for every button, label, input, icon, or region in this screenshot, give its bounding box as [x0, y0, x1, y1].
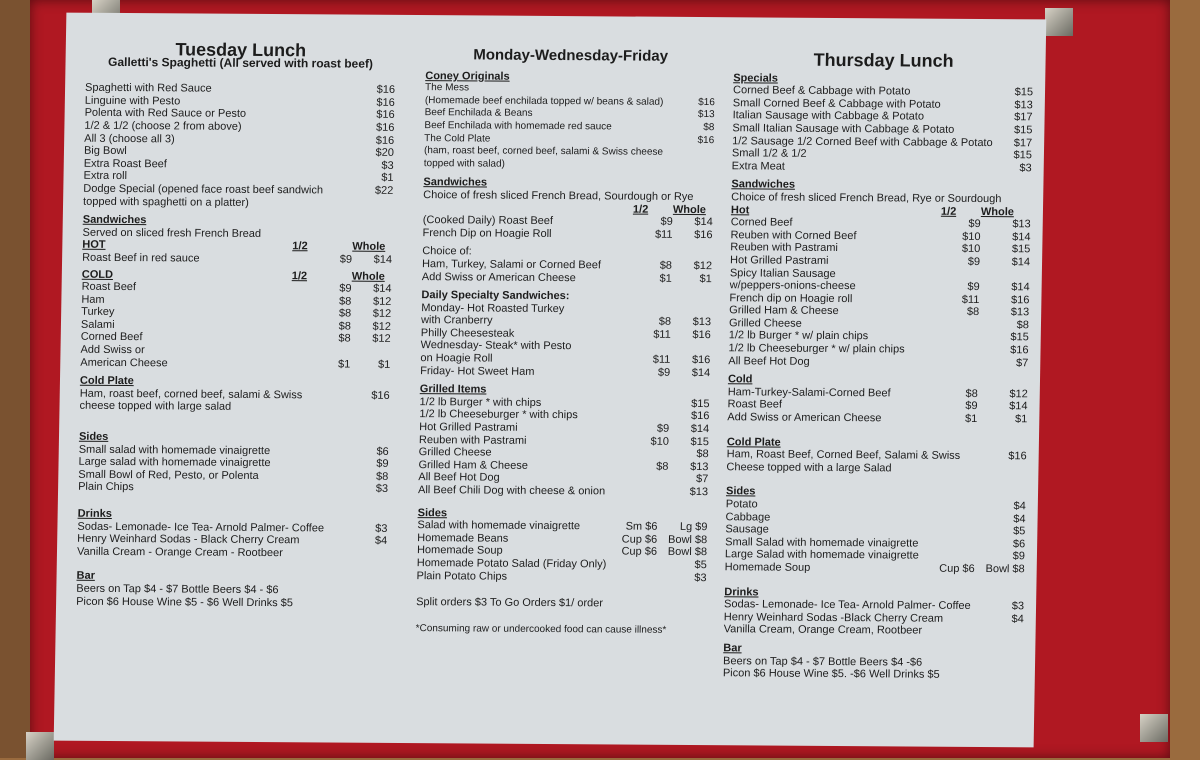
item-name: All Beef Chili Dog with cheese & onion [417, 484, 606, 498]
half-price: $11 [961, 293, 980, 306]
whole-price: $16 [1010, 293, 1030, 307]
item-price: $17 [1013, 136, 1033, 149]
item-name: Grilled Ham & Cheese [418, 458, 529, 472]
section-title: Daily Specialty Sandwiches: [421, 289, 570, 303]
menu-item [732, 160, 1032, 175]
item-name: Reuben with Pastrami [418, 433, 527, 447]
item-name: The Cold Plate [424, 132, 491, 145]
menu-paper [54, 13, 1047, 748]
menu-item [424, 145, 714, 172]
tuesday-subtitle: Galletti's Spaghetti (All served with roast beef) [107, 54, 374, 71]
item-name: Big Bowl [83, 144, 127, 158]
bar-line: Picon $6 House Wine $5. -$6 Well Drinks $5 [722, 667, 940, 681]
whole-price: $15 [1010, 331, 1029, 344]
whole-price: $12 [693, 259, 713, 273]
item-price: $15 [1014, 86, 1034, 99]
whole-price: $12 [372, 295, 392, 308]
item-name: 1/2 lb Burger * w/ plain chips [728, 329, 869, 343]
menu-item: Ham, roast beef, corned beef, salami & Swiss cheese topped with large salad $16 [79, 387, 390, 414]
item-name: Hot Grilled Pastrami [419, 421, 518, 434]
item-price [994, 625, 1024, 638]
whole-price: $16 [1010, 344, 1029, 357]
section-title: Sandwiches [423, 176, 488, 189]
section-title: Bar [723, 642, 742, 655]
menu-item [422, 227, 712, 242]
half-price: $8 [339, 295, 352, 308]
section-title: Drinks [724, 585, 759, 599]
item-name: Roast Beef [81, 280, 137, 294]
section-title: Specials [733, 71, 779, 85]
whole-price [671, 304, 711, 317]
item-price: $16 [376, 96, 395, 109]
half-price [623, 486, 668, 499]
item-name: Monday- Hot Roasted Turkey [421, 301, 565, 315]
item-name: Grilled Cheese [418, 446, 492, 459]
whole-price: $14 [1009, 400, 1028, 413]
item-name: All Beef Hot Dog [728, 354, 810, 368]
daily-list [420, 302, 711, 380]
section-note: Choice of fresh sliced French Bread, Rye or Sourdough [731, 191, 1002, 206]
item-name: Potato [725, 498, 758, 511]
item-name: Grilled Ham & Cheese [729, 304, 839, 318]
half-price [926, 500, 976, 513]
section-title: Sides [78, 430, 109, 443]
half-price [624, 448, 669, 461]
half-price: $8 [338, 320, 352, 333]
item-name: Small salad with homemade vinaigrette [78, 443, 271, 457]
item-name: w/peppers-onions-cheese [729, 279, 856, 293]
item-price: $16 [698, 96, 715, 108]
section-title: Cold [727, 373, 753, 386]
split-note: Split orders $3 To Go Orders $1/ order [416, 596, 604, 610]
item-price: $16 [375, 121, 395, 134]
item-price: $3 [1011, 600, 1025, 613]
half-price: $8 [659, 259, 673, 272]
section-title: Coney Originals [425, 69, 510, 83]
thursday-column [722, 49, 1034, 682]
item-name: Vanilla Cream - Orange Cream - Rootbeer [76, 545, 283, 559]
whole-price: $5 [694, 558, 707, 572]
half-price: Cup $6 [939, 562, 975, 575]
thursday-title: Thursday Lunch [813, 49, 954, 71]
menu-item [78, 481, 388, 496]
item-name: Spicy Italian Sausage [729, 266, 836, 280]
half-price: $1 [337, 358, 351, 371]
bar-list [723, 655, 1023, 682]
item-price: $22 [374, 184, 394, 197]
whole-price: $13 [689, 485, 709, 499]
whole-price: $1 [1014, 413, 1028, 426]
whole-price: $12 [372, 333, 391, 346]
hot-list [728, 216, 1031, 369]
cold-list [80, 281, 392, 371]
half-price: Cup $6 [621, 545, 658, 559]
item-name: Add Swiss or [80, 343, 145, 357]
whole-price: $14 [373, 253, 393, 266]
item-name: Corned Beef & Cabbage with Potato [732, 84, 911, 98]
half-price [940, 268, 980, 281]
item-name: Polenta with Red Sauce or Pesto [84, 107, 247, 121]
section-title: Cold Plate [726, 435, 781, 449]
item-name: Sodas- Lemonade- Ice Tea- Arnold Palmer- Coffee [77, 520, 325, 535]
item-name: Friday- Hot Sweet Ham [420, 364, 535, 378]
item-name: Salad with homemade vinaigrette [417, 519, 581, 533]
mwf-title: Monday-Wednesday-Friday [473, 46, 669, 65]
choice-list [422, 258, 712, 285]
illness-warning: *Consuming raw or undercooked food can cause illness* [415, 622, 667, 636]
half-price: $10 [650, 435, 670, 448]
item-name: (Homemade beef enchilada topped w/ beans & salad) [424, 94, 664, 108]
menu-item [77, 545, 387, 560]
item-name: Sausage [725, 523, 769, 536]
item-name: Spaghetti with Red Sauce [84, 81, 212, 95]
section-title: Cold Plate [79, 374, 134, 388]
item-price: $13 [697, 109, 715, 121]
whole-price: $14 [373, 282, 392, 295]
half-price: $9 [965, 400, 978, 413]
item-name: (ham, roast beef, corned beef, salami & Swiss cheese topped with salad) [423, 145, 664, 170]
item-price: $4 [1011, 612, 1024, 626]
whole-price: $5 [1013, 525, 1026, 538]
menu-item [416, 570, 706, 585]
item-name: Homemade Potato Salad (Friday Only) [416, 557, 607, 571]
item-name: Ham-Turkey-Salami-Corned Beef [727, 386, 891, 400]
item-name: All 3 (choose all 3) [84, 132, 175, 145]
item-price: $16 [375, 134, 395, 147]
whole-price: $1 [699, 272, 712, 285]
sides-list [78, 443, 389, 496]
item-price [684, 147, 714, 172]
sides-list [725, 498, 1026, 576]
whole-price: $14 [1012, 230, 1031, 244]
half-price [625, 341, 670, 354]
half-price: $8 [656, 460, 669, 473]
half-price: $9 [339, 253, 353, 266]
item-name: Corned Beef [80, 331, 143, 344]
whole-price: $16 [691, 354, 711, 367]
half-price [611, 571, 656, 584]
menu-item: Ham, Roast Beef, Corned Beef, Salami & Swiss Cheese topped with a large Salad $16 [726, 448, 1027, 475]
item-price: $9 [376, 458, 389, 471]
item-name: Philly Cheesesteak [420, 326, 515, 340]
whole-price: $8 [696, 448, 709, 461]
item-name: Henry Weinhard Sodas -Black Cherry Cream [723, 610, 944, 625]
half-price [925, 537, 975, 550]
item-name: Large salad with homemade vinaigrette [78, 455, 271, 470]
half-price: $9 [339, 282, 352, 295]
item-name: Hot Grilled Pastrami [729, 254, 829, 267]
bar-line: Beers on Tap $4 - $7 Bottle Beers $4 -$6 [722, 654, 923, 669]
half-price: $9 [657, 366, 671, 379]
menu-item [82, 252, 392, 267]
whole-price: $8 [1016, 319, 1030, 332]
menu-item [422, 271, 712, 286]
item-name: American Cheese [80, 356, 168, 369]
whole-price: $6 [1012, 538, 1026, 551]
sandwich-list [422, 214, 712, 241]
menu-item [80, 356, 390, 371]
half-price: $8 [338, 332, 351, 346]
whole-price: $16 [690, 410, 710, 423]
half-price [626, 303, 671, 316]
whole-price: $12 [372, 308, 392, 321]
item-name: Small 1/2 & 1/2 [731, 147, 807, 160]
half-price: $11 [653, 328, 671, 341]
whole-price: Bowl $8 [667, 533, 708, 546]
item-name: Homemade Beans [417, 531, 509, 545]
half-price: $9 [968, 218, 981, 231]
menu-item [418, 484, 708, 499]
item-price [347, 547, 387, 560]
item-name: Large Salad with homemade vinaigrette [724, 548, 919, 562]
half-price [623, 473, 668, 486]
whole-price: $12 [1009, 388, 1028, 401]
item-name: Small Corned Beef & Cabbage with Potato [732, 97, 941, 111]
item-price: $8 [703, 122, 715, 134]
item-name: The Mess [425, 82, 470, 94]
half-price [290, 345, 350, 358]
item-price: $6 [376, 445, 389, 458]
tuesday-title: Tuesday Lunch [175, 39, 307, 61]
whole-price: $12 [372, 320, 392, 333]
half-price [939, 319, 979, 332]
item-name: Homemade Soup [416, 544, 503, 558]
item-name: 1/2 lb Cheeseburger * with chips [419, 408, 578, 422]
column-header: Hot 1/2 Whole [730, 203, 1015, 218]
hot-list [82, 252, 392, 267]
whole-price: $15 [690, 435, 710, 448]
half-price [925, 525, 975, 538]
item-name: All Beef Hot Dog [418, 471, 500, 485]
item-name: Wednesday- Steak* with Pesto [420, 339, 572, 353]
whole-price: $14 [1011, 281, 1030, 294]
item-price: $3 [375, 483, 389, 496]
half-price: Sm $6 [625, 520, 658, 533]
item-name: Reuben with Corned Beef [730, 228, 857, 242]
half-price: $9 [656, 422, 670, 435]
whole-price: $16 [694, 228, 713, 241]
item-name: Beef Enchilada with homemade red sauce [424, 120, 612, 133]
bar-line: Beers on Tap $4 - $7 Bottle Beers $4 - $6 [76, 582, 279, 597]
whole-price: $4 [1013, 500, 1026, 513]
half-price: $8 [966, 306, 980, 319]
menu-item [420, 365, 710, 380]
item-price: $3 [1019, 162, 1032, 175]
menu-item [728, 355, 1028, 370]
item-name: Roast Beef [727, 398, 783, 412]
item-name: Henry Weinhard Sodas - Black Cherry Cream [77, 532, 300, 547]
cold-list [727, 386, 1028, 426]
column-header: HOT 1/2 Whole [82, 239, 386, 254]
whole-price: $14 [1011, 256, 1031, 269]
menu-item [725, 561, 1025, 576]
half-price: $9 [967, 280, 980, 294]
whole-price: $4 [1013, 512, 1026, 525]
item-name: 1/2 lb Cheeseburger * w/ plain chips [728, 342, 905, 356]
half-price [938, 344, 978, 357]
section-title: Sandwiches [82, 213, 147, 227]
item-price: $8 [375, 470, 389, 483]
item-name: Vanilla Cream, Orange Cream, Rootbeer [723, 623, 923, 637]
item-name: Italian Sausage with Cabbage & Potato [732, 109, 925, 123]
half-price: $1 [659, 272, 672, 285]
whole-price: $15 [691, 397, 710, 410]
section-title: Drinks [77, 507, 113, 520]
item-price: $3 [381, 159, 394, 172]
item-name: 1/2 Sausage 1/2 Corned Beef with Cabbage & Potato [732, 134, 993, 149]
whole-price [980, 268, 1030, 281]
section-note: Served on sliced fresh French Bread [82, 226, 262, 240]
item-name: Add Swiss or American Cheese [421, 270, 576, 284]
half-price [624, 410, 669, 423]
item-name: Salami [80, 318, 115, 331]
frame-corner [1140, 714, 1168, 742]
tuesday-column [76, 39, 396, 610]
whole-price: Bowl $8 [667, 546, 708, 559]
half-price: $8 [658, 316, 672, 329]
whole-price: Lg $9 [679, 521, 708, 534]
item-name: 1/2 & 1/2 (choose 2 from above) [84, 119, 242, 133]
item-name: Sodas- Lemonade- Ice Tea- Arnold Palmer- Coffee [723, 598, 971, 613]
item-name: Beef Enchilada & Beans [424, 107, 533, 120]
item-name: 1/2 lb Burger * with chips [419, 395, 542, 409]
section-title: Grilled Items [419, 383, 487, 396]
sides-list [416, 519, 707, 584]
item-name: Extra roll [83, 170, 128, 183]
half-price [624, 397, 669, 410]
drinks-list [724, 598, 1025, 638]
half-price: $1 [964, 412, 978, 426]
item-name: Ham, Turkey, Salami or Corned Beef [421, 258, 602, 272]
half-price [938, 356, 978, 369]
column-header: COLD 1/2 Whole [81, 268, 385, 283]
half-price [939, 331, 979, 344]
whole-price: $3 [694, 571, 707, 584]
item-name: Turkey [81, 306, 115, 319]
item-price: $16 [376, 83, 396, 97]
whole-price: $7 [1015, 356, 1029, 369]
whole-price: $13 [1012, 218, 1031, 231]
half-price: $11 [652, 353, 671, 366]
item-name: Linguine with Pesto [84, 94, 181, 108]
item-name: Add Swiss or American Cheese [727, 411, 882, 425]
whole-price [670, 341, 710, 354]
item-name: with Cranberry [420, 314, 493, 327]
whole-price: $13 [692, 316, 712, 329]
whole-price: $14 [690, 423, 710, 436]
section-title: Sandwiches [731, 178, 796, 192]
section-note: Choice of: [422, 245, 472, 258]
whole-price: $13 [1010, 306, 1030, 319]
item-price: $16 [376, 109, 395, 122]
item-price: $15 [1013, 149, 1033, 162]
item-name: Homemade Soup [724, 561, 811, 574]
item-name: Dodge Special (opened face roast beef sandwich topped with spaghetti on a platter) [83, 182, 324, 209]
frame-corner [1045, 8, 1073, 36]
whole-price: $9 [1012, 550, 1026, 563]
item-name: Small Italian Sausage with Cabbage & Potato [732, 122, 955, 136]
half-price: Cup $6 [621, 533, 658, 546]
menu-item [83, 183, 393, 210]
section-title: Bar [76, 570, 96, 583]
item-name: Roast Beef in red sauce [82, 251, 200, 265]
half-price: $8 [965, 387, 978, 400]
half-price: $9 [967, 255, 981, 268]
half-price: $9 [660, 215, 673, 228]
item-price: $4 [374, 534, 388, 548]
section-title: Sides [417, 506, 448, 519]
section-title: Sides [725, 485, 756, 498]
item-name: Small Bowl of Red, Pesto, or Polenta [78, 468, 259, 482]
item-name: Corned Beef [730, 216, 793, 229]
drinks-list [77, 520, 388, 560]
mwf-column [415, 46, 716, 637]
item-name: Plain Chips [78, 481, 134, 494]
item-name: Ham [81, 293, 105, 306]
grilled-list [418, 396, 710, 499]
item-price: $15 [1013, 124, 1033, 137]
bar-list [76, 583, 386, 610]
coney-list [424, 82, 716, 172]
item-price: $16 [697, 134, 715, 146]
column-header: 1/2 Whole [632, 203, 707, 216]
whole-price: $7 [695, 473, 709, 486]
half-price [925, 550, 975, 563]
whole-price: $14 [691, 366, 711, 379]
item-name: Small Salad with homemade vinaigrette [725, 536, 919, 550]
whole-price: Bowl $8 [985, 563, 1025, 576]
whole-price: $16 [692, 328, 711, 341]
half-price: $8 [338, 307, 352, 320]
specials-list [732, 84, 1034, 174]
item-price: $1 [381, 172, 394, 185]
item-price: $20 [375, 146, 395, 160]
item-name: French Dip on Hoagie Roll [422, 226, 552, 240]
item-name: (Cooked Daily) Roast Beef [422, 214, 554, 228]
item-name: Extra Roast Beef [83, 157, 168, 171]
half-price [925, 512, 975, 525]
item-name: Cabbage [725, 510, 771, 524]
item-price: $17 [1014, 111, 1033, 124]
item-name: French dip on Hoagie roll [729, 291, 853, 305]
whole-price: $1 [377, 358, 391, 371]
item-price: $3 [375, 522, 388, 535]
half-price: $10 [962, 230, 981, 243]
half-price [612, 558, 657, 571]
half-price: $11 [654, 228, 673, 241]
bar-line: Picon $6 House Wine $5 - $6 Well Drinks $5 [76, 595, 294, 609]
section-note: Choice of fresh sliced French Bread, Sourdough or Rye [423, 189, 694, 203]
spaghetti-list [83, 82, 395, 210]
item-name: Plain Potato Chips [416, 569, 508, 583]
whole-price: $13 [690, 460, 709, 473]
item-name: Grilled Cheese [728, 317, 802, 330]
menu-item [727, 411, 1027, 426]
item-price [685, 84, 715, 97]
item-name: Reuben with Pastrami [730, 241, 839, 255]
menu-item [724, 624, 1024, 639]
whole-price: $14 [694, 216, 713, 229]
item-name: Extra Meat [731, 159, 786, 173]
whole-price: $15 [1011, 243, 1031, 256]
item-price: $13 [1014, 98, 1033, 112]
whole-price [350, 346, 390, 359]
half-price: $10 [961, 243, 981, 256]
frame-corner [26, 732, 54, 760]
item-name: on Hoagie Roll [420, 352, 493, 365]
